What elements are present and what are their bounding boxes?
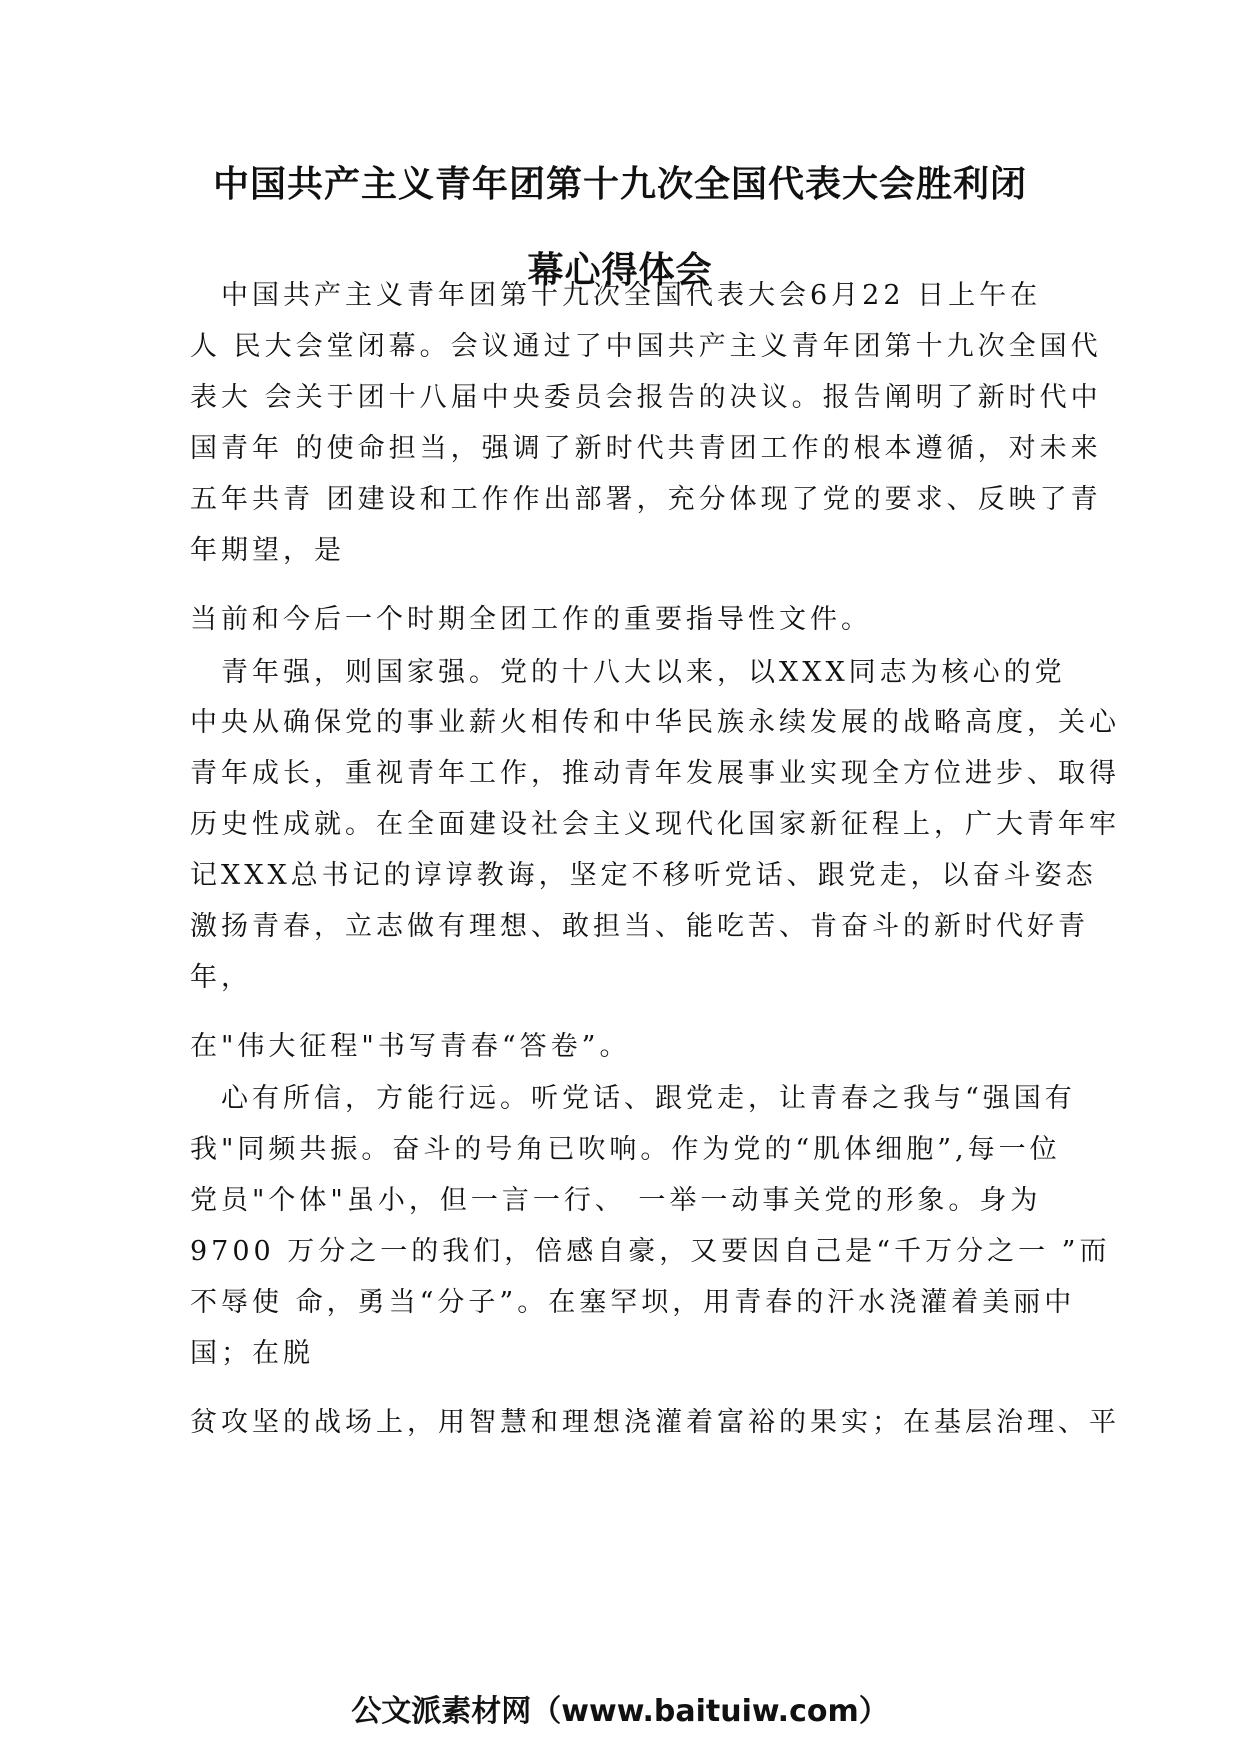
body-line: 年，	[190, 962, 252, 993]
body-line: 我"同频共振。奋斗的号角已吹响。作为党的“肌体细胞”,每一位	[190, 1134, 1061, 1165]
document-title-line-1: 中国共产主义青年团第十九次全国代表大会胜利闭	[212, 164, 1027, 205]
body-line: 激扬青春，立志做有理想、敢担当、能吃苦、肯奋斗的新时代好青	[190, 911, 1089, 942]
body-line: 国；在脱	[190, 1338, 314, 1369]
body-line: 当前和今后一个时期全团工作的重要指导性文件。	[190, 604, 872, 635]
footer-watermark: 公文派素材网（www.baituiw.com）	[351, 1694, 889, 1729]
body-line: 历史性成就。在全面建设社会主义现代化国家新征程上，广大青年牢	[190, 809, 1120, 840]
body-line: 表大 会关于团十八届中央委员会报告的决议。报告阐明了新时代中	[190, 382, 1102, 413]
body-line: 青年成长，重视青年工作，推动青年发展事业实现全方位进步、取得	[190, 758, 1120, 789]
body-line: 人 民大会堂闭幕。会议通过了中国共产主义青年团第十九次全国代	[190, 331, 1102, 362]
body-line: 在"伟大征程"书写青春“答卷”。	[190, 1031, 631, 1062]
body-line: 中国共产主义青年团第十九次全国代表大会6月22 日上午在	[190, 280, 1042, 311]
body-line: 国青年 的使命担当，强调了新时代共青团工作的根本遵循，对未来	[190, 433, 1102, 464]
body-line: 心有所信，方能行远。听党话、跟党走，让青春之我与“强国有	[190, 1083, 1076, 1114]
body-line: 青年强，则国家强。党的十八大以来，以XXX同志为核心的党	[190, 657, 1066, 688]
body-line: 9700 万分之一的我们，倍感自豪，又要因自己是“千万分之一 ”而	[190, 1236, 1111, 1267]
body-line: 不辱使 命，勇当“分子”。在塞罕坝，用青春的汗水浇灌着美丽中	[190, 1287, 1076, 1318]
body-line: 中央从确保党的事业薪火相传和中华民族永续发展的战略高度，关心	[190, 707, 1120, 738]
body-line: 党员"个体"虽小，但一言一行、 一举一动事关党的形象。身为	[190, 1185, 1042, 1216]
body-line: 五年共青 团建设和工作作出部署，充分体现了党的要求、反映了青	[190, 484, 1102, 515]
document-title-line-2: 幕心得体会	[527, 250, 713, 291]
body-line: 贫攻坚的战场上，用智慧和理想浇灌着富裕的果实；在基层治理、平	[190, 1407, 1120, 1438]
body-line: 年期望，是	[190, 535, 345, 566]
body-line: 记XXX总书记的谆谆教诲，坚定不移听党话、跟党走，以奋斗姿态	[190, 860, 1097, 891]
